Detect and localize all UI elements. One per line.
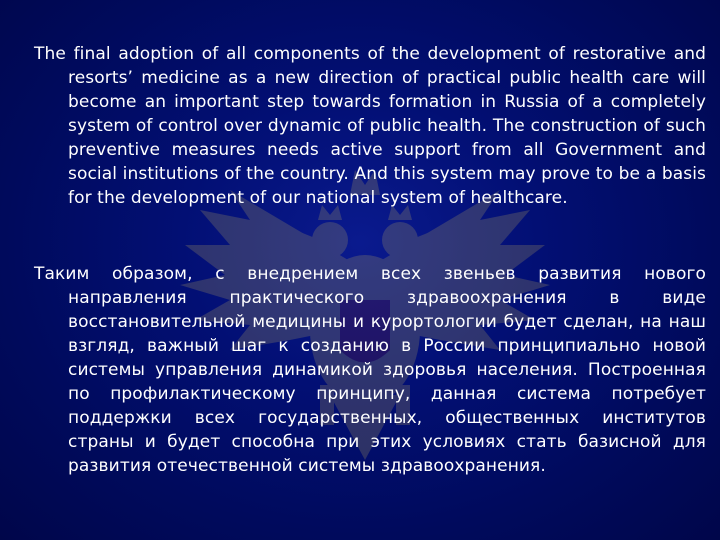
paragraph-english: The final adoption of all components of the development of restorative and resorts’ medicine as a new direction of practical public health care will become an important step towards formation in Russia of a completely system of control over dynamic of public health. The construction of such preventive measures needs active support from all Government and social institutions of the country. And this system may prove to be a basis for the development of our national system of healthcare. — [34, 44, 706, 208]
paragraph-russian: Таким образом, с внедрением всех звеньев развития нового направления практического здравоохранения в виде восстановительной медицины и курортологии будет сделан, на наш взгляд, важный шаг к созданию в России принципиально новой системы управления динамикой здоровья населения. Построенная по профилактическому принципу, данная система потребует поддержки всех государственных, общественных институтов страны и будет способна при этих условиях стать базисной для развития отечественной системы здравоохранения. — [34, 264, 706, 476]
